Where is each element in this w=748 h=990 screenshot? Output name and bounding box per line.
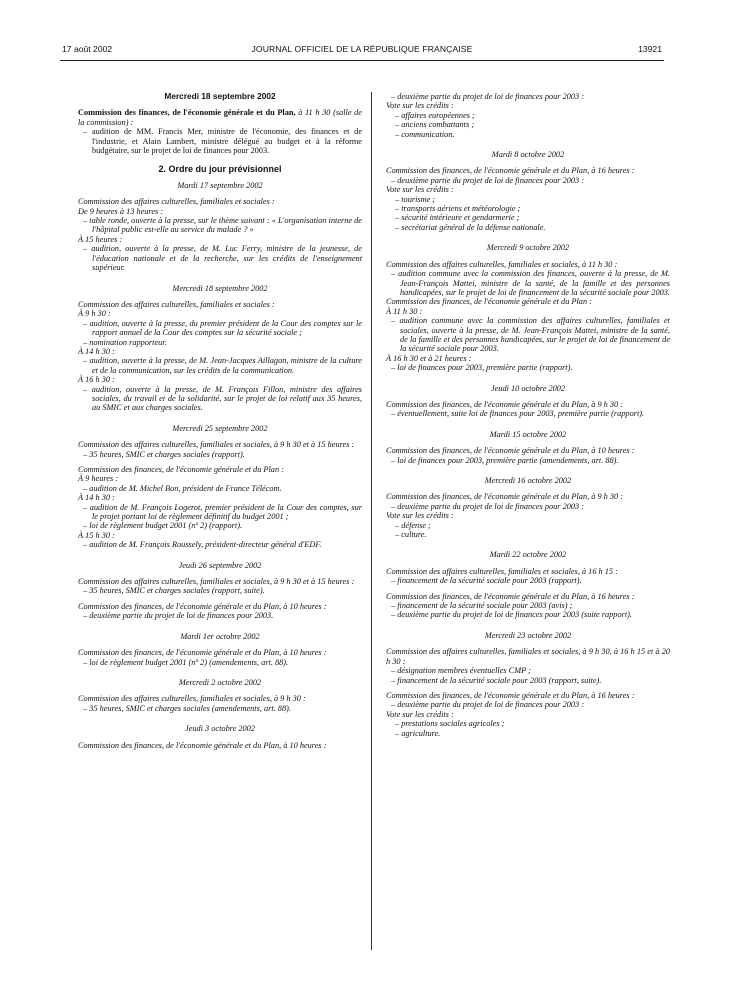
agenda-item: – financement de la sécurité sociale pour 2003 (avis) ; <box>386 601 670 610</box>
day-heading: Mercredi 18 septembre 2002 <box>172 283 268 293</box>
sub-item: – tourisme ; <box>386 195 670 204</box>
day-heading: Jeudi 3 octobre 2002 <box>185 724 255 734</box>
day-heading: Jeudi 10 octobre 2002 <box>490 383 566 393</box>
committee-line: Commission des finances, de l'économie générale et du Plan : <box>386 297 592 307</box>
agenda-item: – deuxième partie du projet de loi de finances pour 2003 : <box>386 700 670 709</box>
agenda-item: – loi de finances pour 2003, première partie (rapport). <box>386 363 670 372</box>
agenda-item: – audition, ouverte à la presse, de M. François Fillon, ministre des affaires sociales, du travail et de la solidarité, sur le projet de loi relatif aux 35 heures, au SMIC et aux charges sociales. <box>78 385 362 413</box>
sub-item: – défense ; <box>386 521 670 530</box>
section-title: 2. Ordre du jour prévisionnel <box>158 164 282 175</box>
time-line: À 15 heures : <box>78 234 123 244</box>
sub-item: – transports aériens et météorologie ; <box>386 204 670 213</box>
committee-line: Commission des finances, de l'économie générale et du Plan, à 10 heures : <box>386 446 635 456</box>
sub-item: – prestations sociales agricoles ; <box>386 719 670 728</box>
time-line: De 9 heures à 13 heures : <box>78 206 164 216</box>
day-heading: Mercredi 2 octobre 2002 <box>178 677 262 687</box>
committee-name: Commission des finances, de l'économie générale et du Plan, <box>78 108 296 118</box>
committee-line: Commission des affaires culturelles, familiales et sociales : <box>78 299 275 309</box>
day-heading: Mardi 17 septembre 2002 <box>177 180 263 190</box>
sub-item: – secrétariat général de la défense nationale. <box>386 223 670 232</box>
day-heading: Mardi 8 octobre 2002 <box>491 150 565 160</box>
agenda-item: – deuxième partie du projet de loi de finances pour 2003 : <box>386 176 670 185</box>
day-heading: Mardi 22 octobre 2002 <box>489 550 567 560</box>
heading-date: Mercredi 18 septembre 2002 <box>164 91 276 101</box>
committee-line: Commission des affaires culturelles, familiales et sociales, à 9 h 30, à 16 h 15 et à 20 h 30 : <box>386 647 670 666</box>
committee-line: Commission des finances, de l'économie générale et du Plan : <box>78 465 284 474</box>
vote-line: Vote sur les crédits : <box>386 185 454 195</box>
agenda-item: – audition commune avec la commission des finances, ouverte à la presse, de M. Jean-François Mattei, ministre de la santé, de la famille et des personnes handicapées, sur le projet de loi de financement de la sécurité sociale pour 2003. <box>386 269 670 297</box>
agenda-item: – financement de la sécurité sociale pour 2003 (rapport, suite). <box>386 676 670 685</box>
agenda-item: – table ronde, ouverte à la presse, sur le thème suivant : « L'organisation interne de l'hôpital public est-elle au service du malade ? » <box>78 216 362 235</box>
sub-item: – culture. <box>386 530 670 539</box>
sub-item: – sécurité intérieure et gendarmerie ; <box>386 213 670 222</box>
agenda-item: – deuxième partie du projet de loi de finances pour 2003 : <box>386 92 670 101</box>
time-line: À 15 h 30 : <box>78 530 115 540</box>
committee-line: Commission des finances, de l'économie générale et du Plan, à 16 heures : <box>386 166 635 176</box>
vote-line: Vote sur les crédits : <box>386 101 454 111</box>
committee-line: Commission des finances, de l'économie générale et du Plan, à 16 heures : <box>386 690 635 700</box>
agenda-item: – audition, ouverte à la presse, de M. Luc Ferry, ministre de la jeunesse, de l'éducation nationale et de la recherche, sur les crédits de l'enseignement supérieur. <box>78 244 362 272</box>
committee-line: Commission des affaires culturelles, familiales et sociales, à 9 h 30 et à 15 heures : <box>78 440 355 450</box>
agenda-item: – audition de MM. Francis Mer, ministre de l'économie, des finances et de l'industrie, et Alain Lambert, ministre délégué au budget et à la réforme budgétaire, sur le projet de loi de finances pour 2003. <box>78 127 362 155</box>
agenda-item: – 35 heures, SMIC et charges sociales (amendements, art. 88). <box>78 704 362 713</box>
header-page-number: 13921 <box>638 44 662 54</box>
agenda-item: – deuxième partie du projet de loi de finances pour 2003. <box>78 611 362 620</box>
agenda-item: – audition commune avec la commission des affaires culturelles, familiales et sociales, ouverte à la presse, de M. Jean-François Mattei, ministre de la santé, de la famille et des personnes handicapées, sur le projet de loi de financement de la sécurité sociale pour 2003. <box>386 316 670 354</box>
committee-line: Commission des affaires culturelles, familiales et sociales, à 9 h 30 et à 15 heures : <box>78 577 355 587</box>
sub-item: – anciens combattants ; <box>386 120 670 129</box>
agenda-item: – deuxième partie du projet de loi de finances pour 2003 : <box>386 502 670 511</box>
sub-item: – communication. <box>386 130 670 139</box>
agenda-item: – 35 heures, SMIC et charges sociales (rapport). <box>78 450 362 459</box>
day-heading: Mardi 1er octobre 2002 <box>180 631 260 641</box>
sub-item: – affaires européennes ; <box>386 111 670 120</box>
day-heading: Mardi 15 octobre 2002 <box>489 429 567 439</box>
agenda-item: – loi de règlement budget 2001 (nº 2) (amendements, art. 88). <box>78 658 362 667</box>
header-rule <box>60 60 664 61</box>
committee-time: à 11 h 30 (salle de la commission) : <box>78 108 362 127</box>
time-line: À 11 h 30 : <box>386 306 423 316</box>
agenda-item: – éventuellement, suite loi de finances pour 2003, première partie (rapport). <box>386 409 670 418</box>
agenda-item: – nomination rapporteur. <box>78 338 362 347</box>
vote-line: Vote sur les crédits : <box>386 709 454 719</box>
committee-line: Commission des finances, de l'économie générale et du Plan, à 9 h 30 : <box>386 399 624 409</box>
sub-item: – agriculture. <box>386 729 670 738</box>
time-line: À 9 h 30 : <box>78 309 111 319</box>
committee-line: Commission des affaires culturelles, familiales et sociales, à 16 h 15 : <box>386 566 618 576</box>
committee-line: Commission des finances, de l'économie générale et du Plan, à 10 heures : <box>78 648 327 658</box>
agenda-item: – désignation membres éventuelles CMP ; <box>386 666 670 675</box>
agenda-item: – financement de la sécurité sociale pour 2003 (rapport). <box>386 576 670 585</box>
committee-line: Commission des affaires culturelles, familiales et sociales : <box>78 197 275 207</box>
committee-line: Commission des finances, de l'économie générale et du Plan, à 10 heures : <box>78 601 327 611</box>
day-heading: Mercredi 9 octobre 2002 <box>486 243 570 253</box>
agenda-item: – audition, ouverte à la presse, de M. Jean-Jacques Aillagon, ministre de la culture et de la communication, sur les crédits de la communication. <box>78 356 362 375</box>
time-line: À 16 h 30 et à 21 heures : <box>386 353 472 363</box>
column-divider <box>371 92 372 950</box>
right-column <box>386 92 670 738</box>
day-heading: Mercredi 25 septembre 2002 <box>172 423 268 433</box>
vote-line: Vote sur les crédits : <box>386 511 454 521</box>
agenda-item: – audition, ouverte à la presse, du premier président de la Cour des comptes sur le rapport annuel de la Cour des comptes sur la sécurité sociale ; <box>78 319 362 338</box>
running-header <box>62 44 662 58</box>
committee-line <box>78 108 362 127</box>
agenda-item: – deuxième partie du projet de loi de finances pour 2003 (suite rapport). <box>386 610 670 619</box>
header-date: 17 août 2002 <box>62 44 113 54</box>
agenda-item: – audition de M. François Logerot, premier président de la Cour des comptes, sur le projet portant loi de règlement définitif du budget 2001 ; <box>78 503 362 522</box>
day-heading: Mercredi 16 octobre 2002 <box>484 476 572 485</box>
committee-line: Commission des finances, de l'économie générale et du Plan, à 9 h 30 : <box>386 492 624 502</box>
day-heading: Jeudi 26 septembre 2002 <box>178 560 262 570</box>
committee-line: Commission des finances, de l'économie générale et du Plan, à 10 heures : <box>78 740 327 750</box>
time-line: À 14 h 30 : <box>78 346 115 356</box>
committee-line: Commission des affaires culturelles, familiales et sociales, à 11 h 30 : <box>386 259 618 269</box>
time-line: À 9 heures : <box>78 474 119 484</box>
agenda-item: – loi de finances pour 2003, première partie (amendements, art. 88). <box>386 456 670 465</box>
agenda-item: – 35 heures, SMIC et charges sociales (rapport, suite). <box>78 586 362 595</box>
header-title: JOURNAL OFFICIEL DE LA RÉPUBLIQUE FRANÇAISE <box>251 44 473 54</box>
day-heading: Mercredi 23 octobre 2002 <box>484 630 572 640</box>
left-column <box>78 92 362 750</box>
agenda-item: – audition de M. François Roussely, président-directeur général d'EDF. <box>78 540 362 549</box>
committee-line: Commission des affaires culturelles, familiales et sociales, à 9 h 30 : <box>78 694 306 704</box>
agenda-item: – loi de règlement budget 2001 (nº 2) (rapport). <box>78 521 362 530</box>
committee-line: Commission des finances, de l'économie générale et du Plan, à 16 heures : <box>386 591 635 601</box>
agenda-item: – audition de M. Michel Bon, président de France Télécom. <box>78 484 362 493</box>
time-line: À 16 h 30 : <box>78 375 115 385</box>
time-line: À 14 h 30 : <box>78 493 115 503</box>
